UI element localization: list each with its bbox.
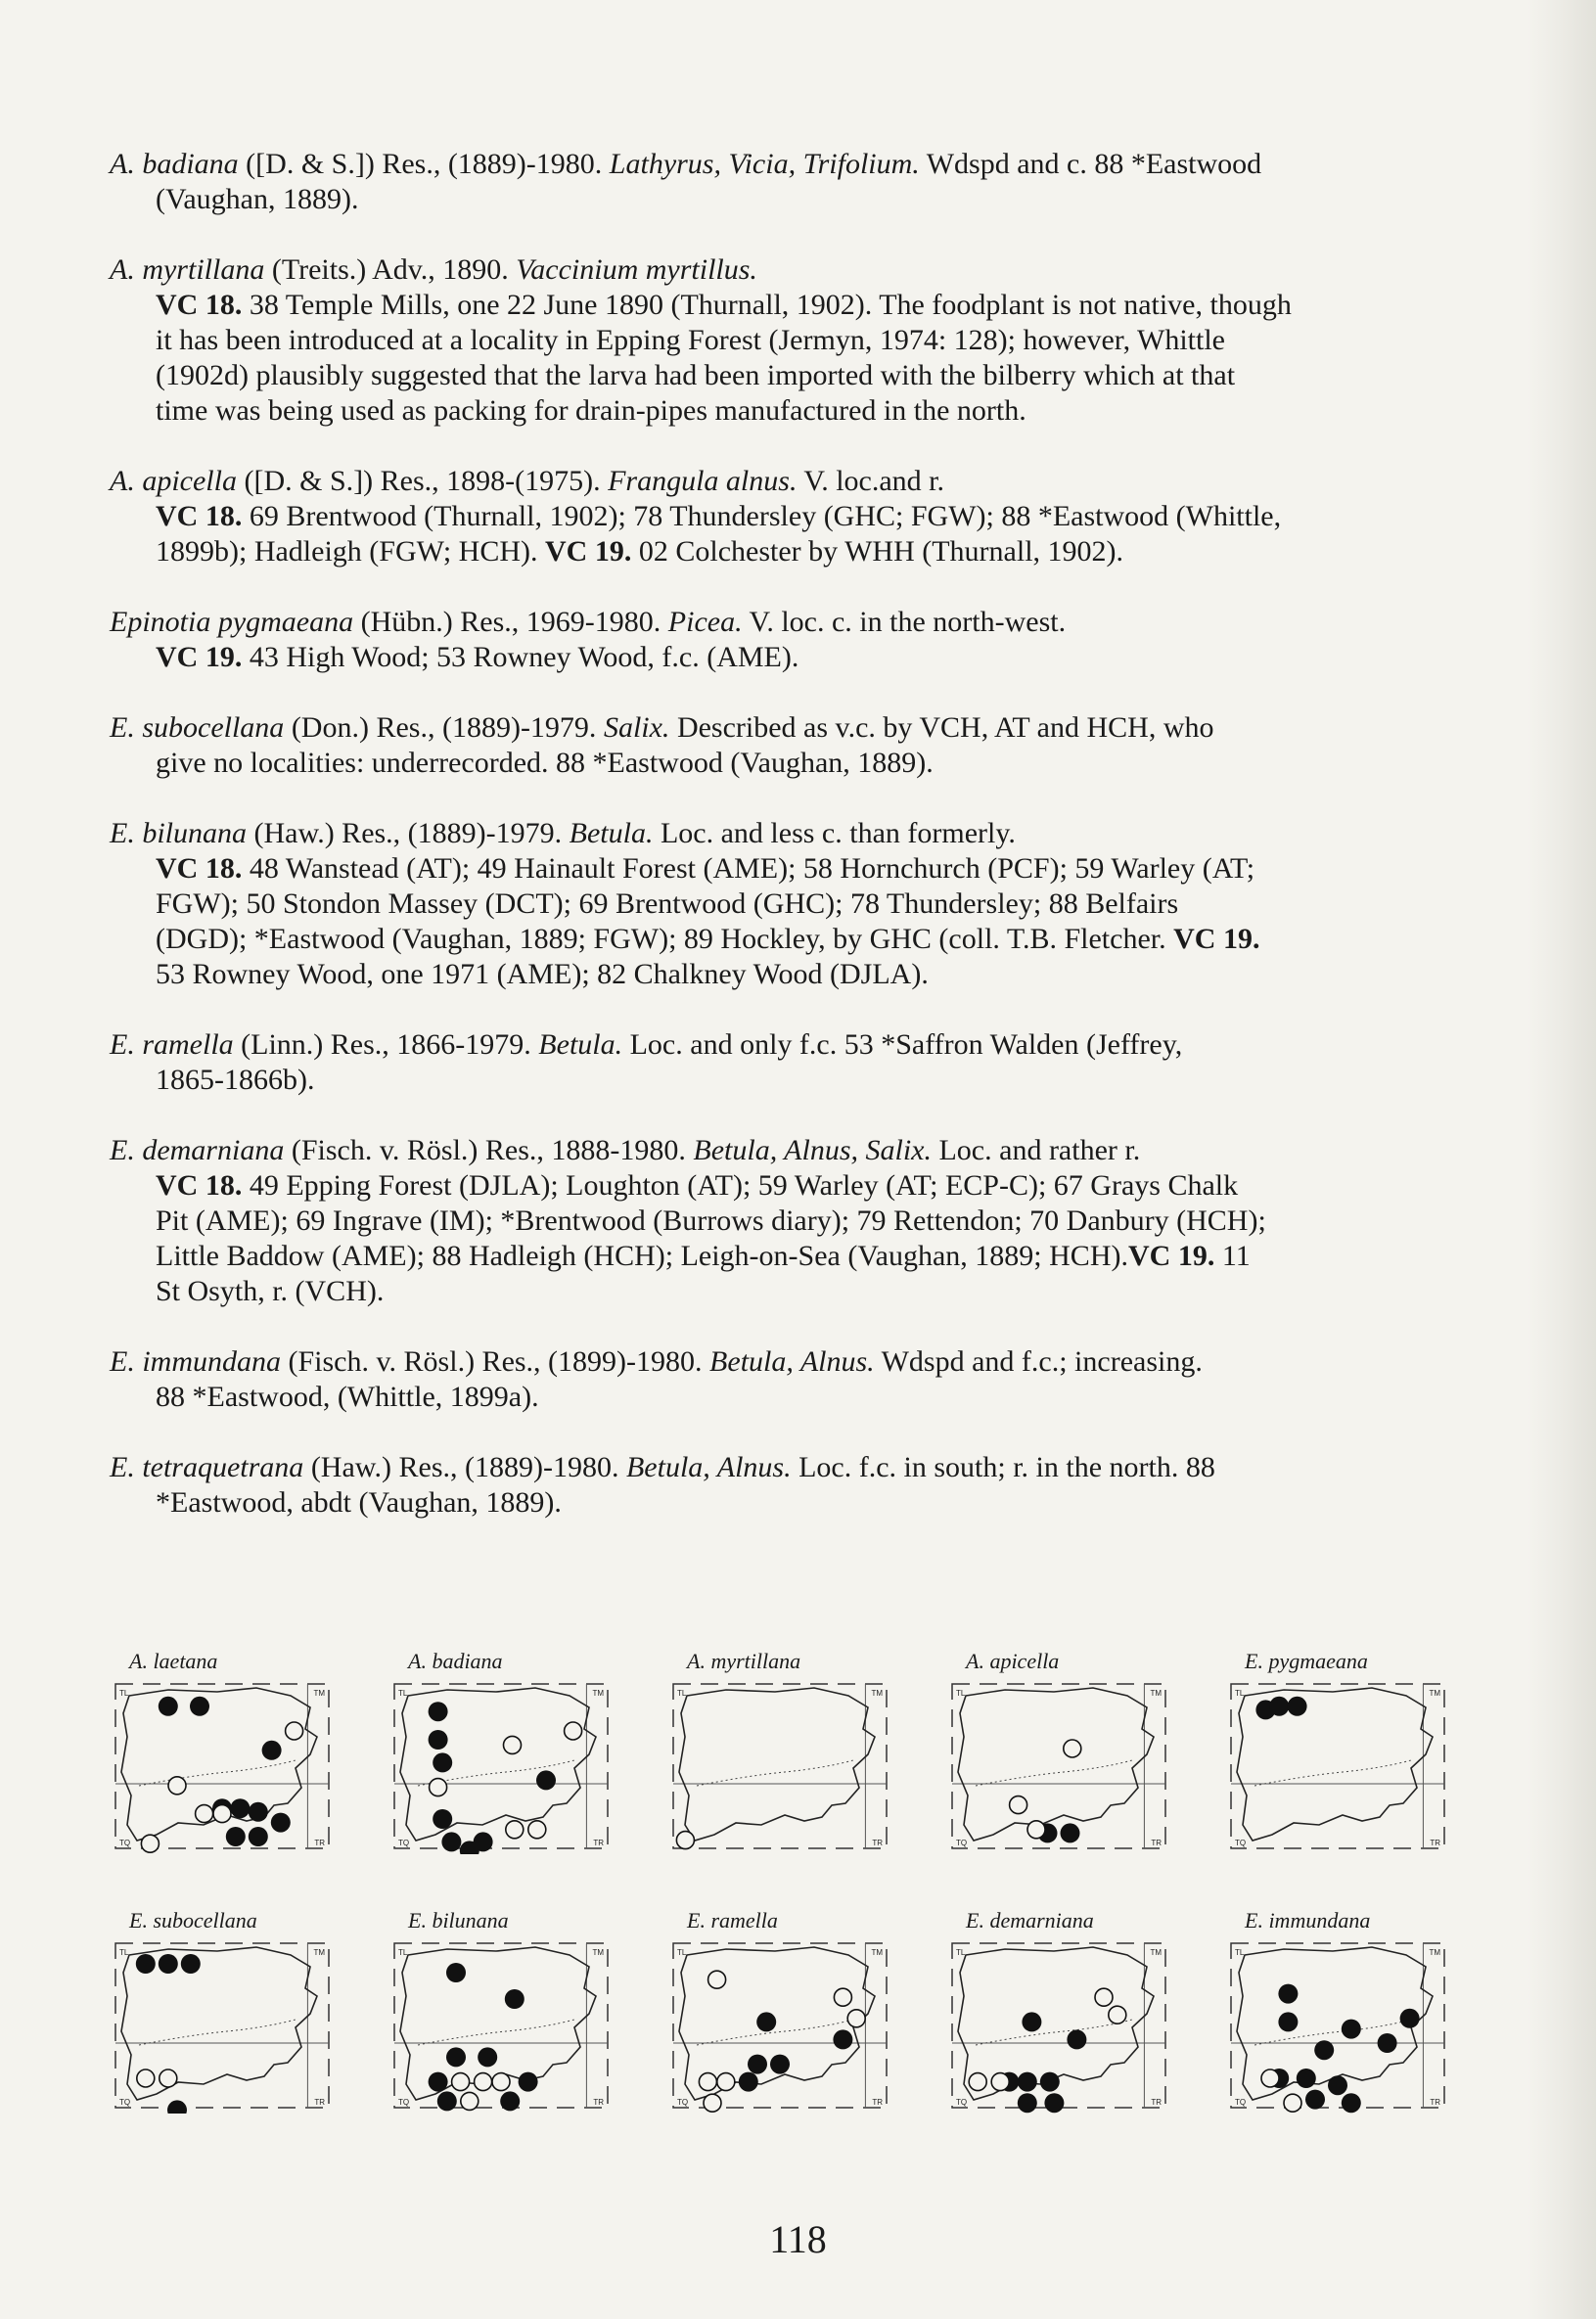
entry-heading <box>110 710 1480 746</box>
entry-heading <box>110 816 1480 851</box>
record-dot-recent <box>1297 2069 1316 2088</box>
entry-text: 88 *Eastwood, (Whittle, 1899a). <box>156 1381 539 1413</box>
foodplant: Betula, Alnus. <box>625 1451 792 1483</box>
entry-text: 38 Temple Mills, one 22 June 1890 (Thurnall, 1902). The foodplant is not native, though <box>242 289 1292 321</box>
species-name: E. demarniana <box>110 1134 285 1166</box>
foodplant: Picea. <box>667 606 743 638</box>
record-dot-old <box>528 1821 546 1839</box>
species-status: ([D. & S.]) Res., (1889)-1980. <box>238 148 610 180</box>
grid-square-label: TL <box>956 1689 966 1698</box>
entry-heading <box>110 464 1480 499</box>
species-status: (Treits.) Adv., 1890. <box>264 253 517 286</box>
vc-boundary <box>976 1760 1132 1786</box>
entry-line <box>110 1274 1480 1309</box>
entry-text: 53 Rowney Wood, one 1971 (AME); 82 Chalkney Wood (DJLA). <box>156 958 929 990</box>
grid-square-label: TM <box>1150 1689 1162 1698</box>
species-name: A. badiana <box>110 148 239 180</box>
vc-boundary <box>1254 1760 1411 1786</box>
entry-line <box>110 957 1480 992</box>
grid-square-label: TR <box>314 1839 325 1847</box>
entry-line <box>110 1485 1480 1521</box>
entry-heading <box>110 1133 1480 1168</box>
grid-square-label: TM <box>1429 1948 1440 1957</box>
grid-square-label: TR <box>872 1839 883 1847</box>
record-dot-recent <box>433 1752 452 1772</box>
record-dot-old <box>708 1971 726 1988</box>
entry-line <box>110 1380 1480 1415</box>
entry-line <box>110 358 1480 393</box>
grid-square-label: TR <box>593 2098 604 2107</box>
grid-square-label: TM <box>1429 1689 1440 1698</box>
page-number: 118 <box>769 2217 827 2261</box>
record-dot-recent <box>262 1741 282 1760</box>
entry-text: 1865-1866b). <box>156 1064 315 1096</box>
entry-heading <box>110 1450 1480 1485</box>
entry-text: Loc. and only f.c. 53 *Saffron Walden (Jeffrey, <box>622 1028 1183 1061</box>
entry-text: Loc. and rather r. <box>931 1134 1141 1166</box>
species-status: (Haw.) Res., (1889)-1980. <box>303 1451 626 1483</box>
vc-boundary <box>976 2020 1132 2045</box>
grid-square-label: TR <box>872 2098 883 2107</box>
grid-square-label: TM <box>592 1689 604 1698</box>
map-caption: E. ramella <box>687 1908 778 1932</box>
record-dot-old <box>699 2073 716 2091</box>
record-dot-recent <box>271 1813 291 1833</box>
distribution-map <box>1225 1908 1480 2143</box>
grid-square-label: TR <box>1430 1839 1440 1847</box>
species-text-block <box>110 147 1480 1556</box>
record-dot-recent <box>1067 2029 1086 2049</box>
entry-text: V. loc.and r. <box>797 465 945 497</box>
grid-square-label: TL <box>1235 1948 1245 1957</box>
record-dot-recent <box>1040 2072 1060 2092</box>
record-dot-recent <box>136 1954 156 1974</box>
species-entry <box>110 1027 1480 1098</box>
species-name: E. bilunana <box>110 817 247 849</box>
species-status: (Don.) Res., (1889)-1979. <box>284 711 604 744</box>
distribution-map <box>946 1908 1201 2143</box>
entry-text: (DGD); *Eastwood (Vaughan, 1889; FGW); 89 Hockley, by GHC (coll. T.B. Fletcher. <box>156 923 1174 955</box>
record-dot-recent <box>181 1954 201 1974</box>
entry-line <box>110 393 1480 429</box>
map-caption: E. demarniana <box>966 1908 1094 1932</box>
record-dot-recent <box>1022 2012 1041 2031</box>
map-graphic <box>388 1937 614 2114</box>
entry-line <box>110 746 1480 781</box>
record-dot-old <box>1095 1988 1113 2006</box>
species-entry <box>110 1450 1480 1521</box>
distribution-map <box>110 1908 364 2143</box>
entry-line <box>110 851 1480 887</box>
species-name: E. ramella <box>110 1028 234 1061</box>
entry-heading <box>110 1027 1480 1063</box>
entry-text: 49 Epping Forest (DJLA); Loughton (AT); 59 Warley (AT; ECP-C); 67 Grays Chalk <box>242 1169 1239 1202</box>
entry-text: it has been introduced at a locality in Epping Forest (Jermyn, 1974: 128); however, Whittle <box>156 324 1225 356</box>
record-dot-recent <box>230 1798 250 1818</box>
distribution-map <box>946 1649 1201 1884</box>
entry-line <box>110 1063 1480 1098</box>
map-caption: E. subocellana <box>129 1908 257 1932</box>
map-graphic <box>946 1678 1171 1854</box>
record-dot-recent <box>226 1827 246 1846</box>
species-name: A. myrtillana <box>110 253 265 286</box>
record-dot-recent <box>505 1989 524 2009</box>
species-status: (Hübn.) Res., 1969-1980. <box>353 606 668 638</box>
record-dot-recent <box>249 1802 268 1822</box>
species-name: E. subocellana <box>110 711 285 744</box>
record-dot-recent <box>519 2072 538 2092</box>
entry-text: Wdspd and f.c.; increasing. <box>874 1345 1203 1378</box>
entry-text: Little Baddow (AME); 88 Hadleigh (HCH); Leigh-on-Sea (Vaughan, 1889; HCH). <box>156 1240 1128 1272</box>
entry-line <box>110 288 1480 323</box>
record-dot-recent <box>159 1697 178 1716</box>
grid-square-label: TQ <box>1235 2098 1247 2107</box>
record-dot-old <box>213 1805 231 1823</box>
county-outline <box>679 1688 875 1841</box>
record-dot-old <box>991 2073 1009 2091</box>
entry-text: 11 <box>1214 1240 1251 1272</box>
species-entry <box>110 710 1480 781</box>
grid-square-label: TR <box>314 2098 325 2107</box>
record-dot-old <box>1109 2006 1126 2023</box>
record-dot-recent <box>500 2091 520 2111</box>
species-entry <box>110 464 1480 569</box>
county-outline <box>958 1688 1154 1841</box>
record-dot-old <box>492 2073 510 2091</box>
entry-line <box>110 1168 1480 1204</box>
distribution-map <box>667 1908 922 2143</box>
record-dot-old <box>717 2073 735 2091</box>
record-dot-old <box>1284 2094 1301 2112</box>
grid-square-label: TR <box>1151 1839 1162 1847</box>
entry-line <box>110 323 1480 358</box>
foodplant: Lathyrus, Vicia, Trifolium. <box>609 148 920 180</box>
record-dot-old <box>504 1736 522 1753</box>
record-dot-recent <box>441 1832 461 1851</box>
entry-heading <box>110 1344 1480 1380</box>
record-dot-old <box>847 2010 865 2027</box>
entry-line <box>110 1239 1480 1274</box>
record-dot-old <box>506 1821 524 1839</box>
grid-square-label: TQ <box>398 1839 410 1847</box>
foodplant: Vaccinium myrtillus. <box>516 253 757 286</box>
record-dot-old <box>430 1779 447 1796</box>
foodplant: Frangula alnus. <box>608 465 798 497</box>
foodplant: Betula, Alnus, Salix. <box>693 1134 932 1166</box>
grid-square-label: TL <box>956 1948 966 1957</box>
grid-square-label: TL <box>119 1689 129 1698</box>
grid-square-label: TL <box>1235 1689 1245 1698</box>
record-dot-old <box>676 1832 694 1849</box>
record-dot-old <box>1027 1821 1045 1839</box>
record-dot-recent <box>429 1702 448 1721</box>
entry-text: 1899b); Hadleigh (FGW; HCH). <box>156 535 545 568</box>
grid-square-label: TM <box>313 1689 325 1698</box>
map-graphic <box>1225 1937 1450 2114</box>
grid-square-label: TL <box>677 1689 687 1698</box>
species-name: Epinotia pygmaeana <box>110 606 354 638</box>
entry-text: Loc. and less c. than formerly. <box>653 817 1016 849</box>
vice-county: VC 19. <box>1173 923 1260 955</box>
entry-line <box>110 1204 1480 1239</box>
entry-line <box>110 640 1480 675</box>
species-entry <box>110 1344 1480 1415</box>
map-caption: E. pygmaeana <box>1245 1649 1368 1673</box>
vice-county: VC 19. <box>156 641 243 673</box>
species-name: E. tetraquetrana <box>110 1451 304 1483</box>
record-dot-recent <box>1278 1984 1298 2004</box>
species-status: (Fisch. v. Rösl.) Res., (1899)-1980. <box>281 1345 710 1378</box>
species-entry <box>110 252 1480 429</box>
record-dot-old <box>461 2092 479 2110</box>
grid-square-label: TM <box>871 1689 883 1698</box>
grid-square-label: TL <box>398 1689 408 1698</box>
vice-county: VC 18. <box>156 1169 243 1202</box>
grid-square-label: TQ <box>398 2098 410 2107</box>
entry-line <box>110 534 1480 569</box>
distribution-map <box>388 1908 643 2143</box>
entry-text: FGW); 50 Stondon Massey (DCT); 69 Brentwood (GHC); 78 Thundersley; 88 Belfairs <box>156 887 1179 920</box>
entry-heading <box>110 605 1480 640</box>
entry-text: V. loc. c. in the north-west. <box>742 606 1067 638</box>
record-dot-recent <box>437 2091 457 2111</box>
grid-square-label: TM <box>1150 1948 1162 1957</box>
grid-square-label: TQ <box>1235 1839 1247 1847</box>
record-dot-recent <box>1400 2009 1420 2028</box>
species-name: A. apicella <box>110 465 237 497</box>
map-caption: E. immundana <box>1245 1908 1371 1932</box>
vice-county: VC 18. <box>156 289 243 321</box>
record-dot-old <box>834 1988 851 2006</box>
grid-square-label: TM <box>871 1948 883 1957</box>
record-dot-old <box>704 2094 721 2112</box>
vice-county: VC 19. <box>545 535 632 568</box>
record-dot-recent <box>1328 2075 1347 2095</box>
record-dot-recent <box>429 2072 448 2092</box>
species-entry <box>110 605 1480 675</box>
record-dot-recent <box>1342 2093 1361 2113</box>
grid-square-label: TM <box>592 1948 604 1957</box>
species-entry <box>110 816 1480 992</box>
record-dot-recent <box>429 1730 448 1750</box>
binding-shadow <box>1528 0 1596 2319</box>
map-caption: A. badiana <box>408 1649 503 1673</box>
vc-boundary <box>418 2020 574 2045</box>
entry-text: 48 Wanstead (AT); 49 Hainault Forest (AME); 58 Hornchurch (PCF); 59 Warley (AT; <box>242 852 1255 885</box>
entry-text: (1902d) plausibly suggested that the larva had been imported with the bilberry which at that <box>156 359 1236 391</box>
record-dot-old <box>1261 2069 1279 2087</box>
record-dot-recent <box>446 2047 466 2067</box>
species-entry <box>110 147 1480 217</box>
record-dot-recent <box>536 1770 556 1790</box>
grid-square-label: TQ <box>119 1839 131 1847</box>
distribution-map <box>388 1649 643 1884</box>
record-dot-recent <box>739 2072 758 2092</box>
entry-heading <box>110 252 1480 288</box>
record-dot-old <box>1010 1796 1027 1814</box>
record-dot-recent <box>756 2012 776 2031</box>
vice-county: VC 19. <box>1127 1240 1215 1272</box>
vc-boundary <box>697 1760 853 1786</box>
record-dot-recent <box>1305 2090 1325 2110</box>
entry-text: Wdspd and c. 88 *Eastwood <box>919 148 1262 180</box>
record-dot-recent <box>833 2029 852 2049</box>
vice-county: VC 18. <box>156 852 243 885</box>
entry-line <box>110 499 1480 534</box>
entry-line <box>110 922 1480 957</box>
grid-square-label: TL <box>398 1948 408 1957</box>
record-dot-old <box>475 2073 492 2091</box>
entry-line <box>110 182 1480 217</box>
distribution-map <box>110 1649 364 1884</box>
entry-text: give no localities: underrecorded. 88 *Eastwood (Vaughan, 1889). <box>156 747 934 779</box>
species-status: (Haw.) Res., (1889)-1979. <box>247 817 570 849</box>
record-dot-recent <box>433 1809 452 1829</box>
record-dot-recent <box>1018 2072 1037 2092</box>
grid-square-label: TR <box>593 1839 604 1847</box>
entry-text: Described as v.c. by VCH, AT and HCH, who <box>669 711 1214 744</box>
record-dot-old <box>168 1777 186 1795</box>
map-graphic <box>667 1678 892 1854</box>
record-dot-recent <box>1018 2093 1037 2113</box>
foodplant: Betula. <box>569 817 654 849</box>
record-dot-old <box>286 1722 303 1740</box>
record-dot-old <box>565 1722 582 1740</box>
entry-text: 02 Colchester by WHH (Thurnall, 1902). <box>631 535 1124 568</box>
record-dot-recent <box>1378 2033 1397 2053</box>
entry-text: Loc. f.c. in south; r. in the north. 88 <box>791 1451 1215 1483</box>
grid-square-label: TL <box>677 1948 687 1957</box>
record-dot-recent <box>478 2047 497 2067</box>
grid-square-label: TQ <box>956 1839 968 1847</box>
grid-square-label: TQ <box>956 2098 968 2107</box>
entry-text: 43 High Wood; 53 Rowney Wood, f.c. (AME). <box>242 641 799 673</box>
foodplant: Salix. <box>603 711 670 744</box>
record-dot-recent <box>748 2055 767 2074</box>
map-caption: A. laetana <box>129 1649 218 1673</box>
record-dot-recent <box>1278 2012 1298 2031</box>
map-graphic <box>110 1678 335 1854</box>
record-dot-recent <box>1342 2020 1361 2039</box>
grid-square-label: TM <box>313 1948 325 1957</box>
map-caption: A. myrtillana <box>687 1649 801 1673</box>
record-dot-old <box>141 1835 159 1852</box>
record-dot-old <box>969 2073 986 2091</box>
entry-heading <box>110 147 1480 182</box>
record-dot-recent <box>1044 2093 1064 2113</box>
species-status: (Linn.) Res., 1866-1979. <box>233 1028 539 1061</box>
record-dot-recent <box>167 2100 187 2114</box>
map-graphic <box>946 1937 1171 2114</box>
record-dot-old <box>1064 1740 1081 1757</box>
map-graphic <box>388 1678 614 1854</box>
distribution-map <box>1225 1649 1480 1884</box>
vice-county: VC 18. <box>156 500 243 532</box>
vc-boundary <box>139 1760 296 1786</box>
foodplant: Betula, Alnus. <box>709 1345 875 1378</box>
entry-text: (Vaughan, 1889). <box>156 183 359 215</box>
grid-square-label: TQ <box>677 2098 689 2107</box>
grid-square-label: TR <box>1151 2098 1162 2107</box>
vc-boundary <box>139 2020 296 2045</box>
record-dot-recent <box>770 2055 790 2074</box>
map-graphic <box>667 1937 892 2114</box>
entry-text: *Eastwood, abdt (Vaughan, 1889). <box>156 1486 562 1519</box>
entry-line <box>110 887 1480 922</box>
map-caption: A. apicella <box>966 1649 1060 1673</box>
record-dot-recent <box>446 1963 466 1982</box>
grid-square-label: TQ <box>119 2098 131 2107</box>
entry-text: time was being used as packing for drain-pipes manufactured in the north. <box>156 394 1026 427</box>
grid-square-label: TR <box>1430 2098 1440 2107</box>
record-dot-recent <box>1269 1697 1289 1716</box>
record-dot-recent <box>1314 2040 1334 2060</box>
species-status: (Fisch. v. Rösl.) Res., 1888-1980. <box>284 1134 694 1166</box>
distribution-map <box>667 1649 922 1884</box>
map-graphic <box>1225 1678 1450 1854</box>
record-dot-recent <box>190 1697 209 1716</box>
entry-text: St Osyth, r. (VCH). <box>156 1275 385 1307</box>
distribution-maps <box>110 1649 1480 2158</box>
record-dot-recent <box>249 1827 268 1846</box>
record-dot-recent <box>1061 1823 1080 1842</box>
entry-text: 69 Brentwood (Thurnall, 1902); 78 Thundersley (GHC; FGW); 88 *Eastwood (Whittle, <box>242 500 1282 532</box>
map-graphic <box>110 1937 335 2114</box>
record-dot-old <box>452 2073 470 2091</box>
record-dot-recent <box>159 1954 178 1974</box>
species-name: E. immundana <box>110 1345 281 1378</box>
record-dot-old <box>160 2069 177 2087</box>
record-dot-old <box>196 1805 213 1823</box>
entry-text: Pit (AME); 69 Ingrave (IM); *Brentwood (Burrows diary); 79 Rettendon; 70 Danbury (HCH); <box>156 1205 1266 1237</box>
map-caption: E. bilunana <box>408 1908 509 1932</box>
record-dot-old <box>137 2069 155 2087</box>
grid-square-label: TL <box>119 1948 129 1957</box>
foodplant: Betula. <box>538 1028 623 1061</box>
species-entry <box>110 1133 1480 1309</box>
record-dot-recent <box>1288 1697 1307 1716</box>
species-status: ([D. & S.]) Res., 1898-(1975). <box>236 465 609 497</box>
